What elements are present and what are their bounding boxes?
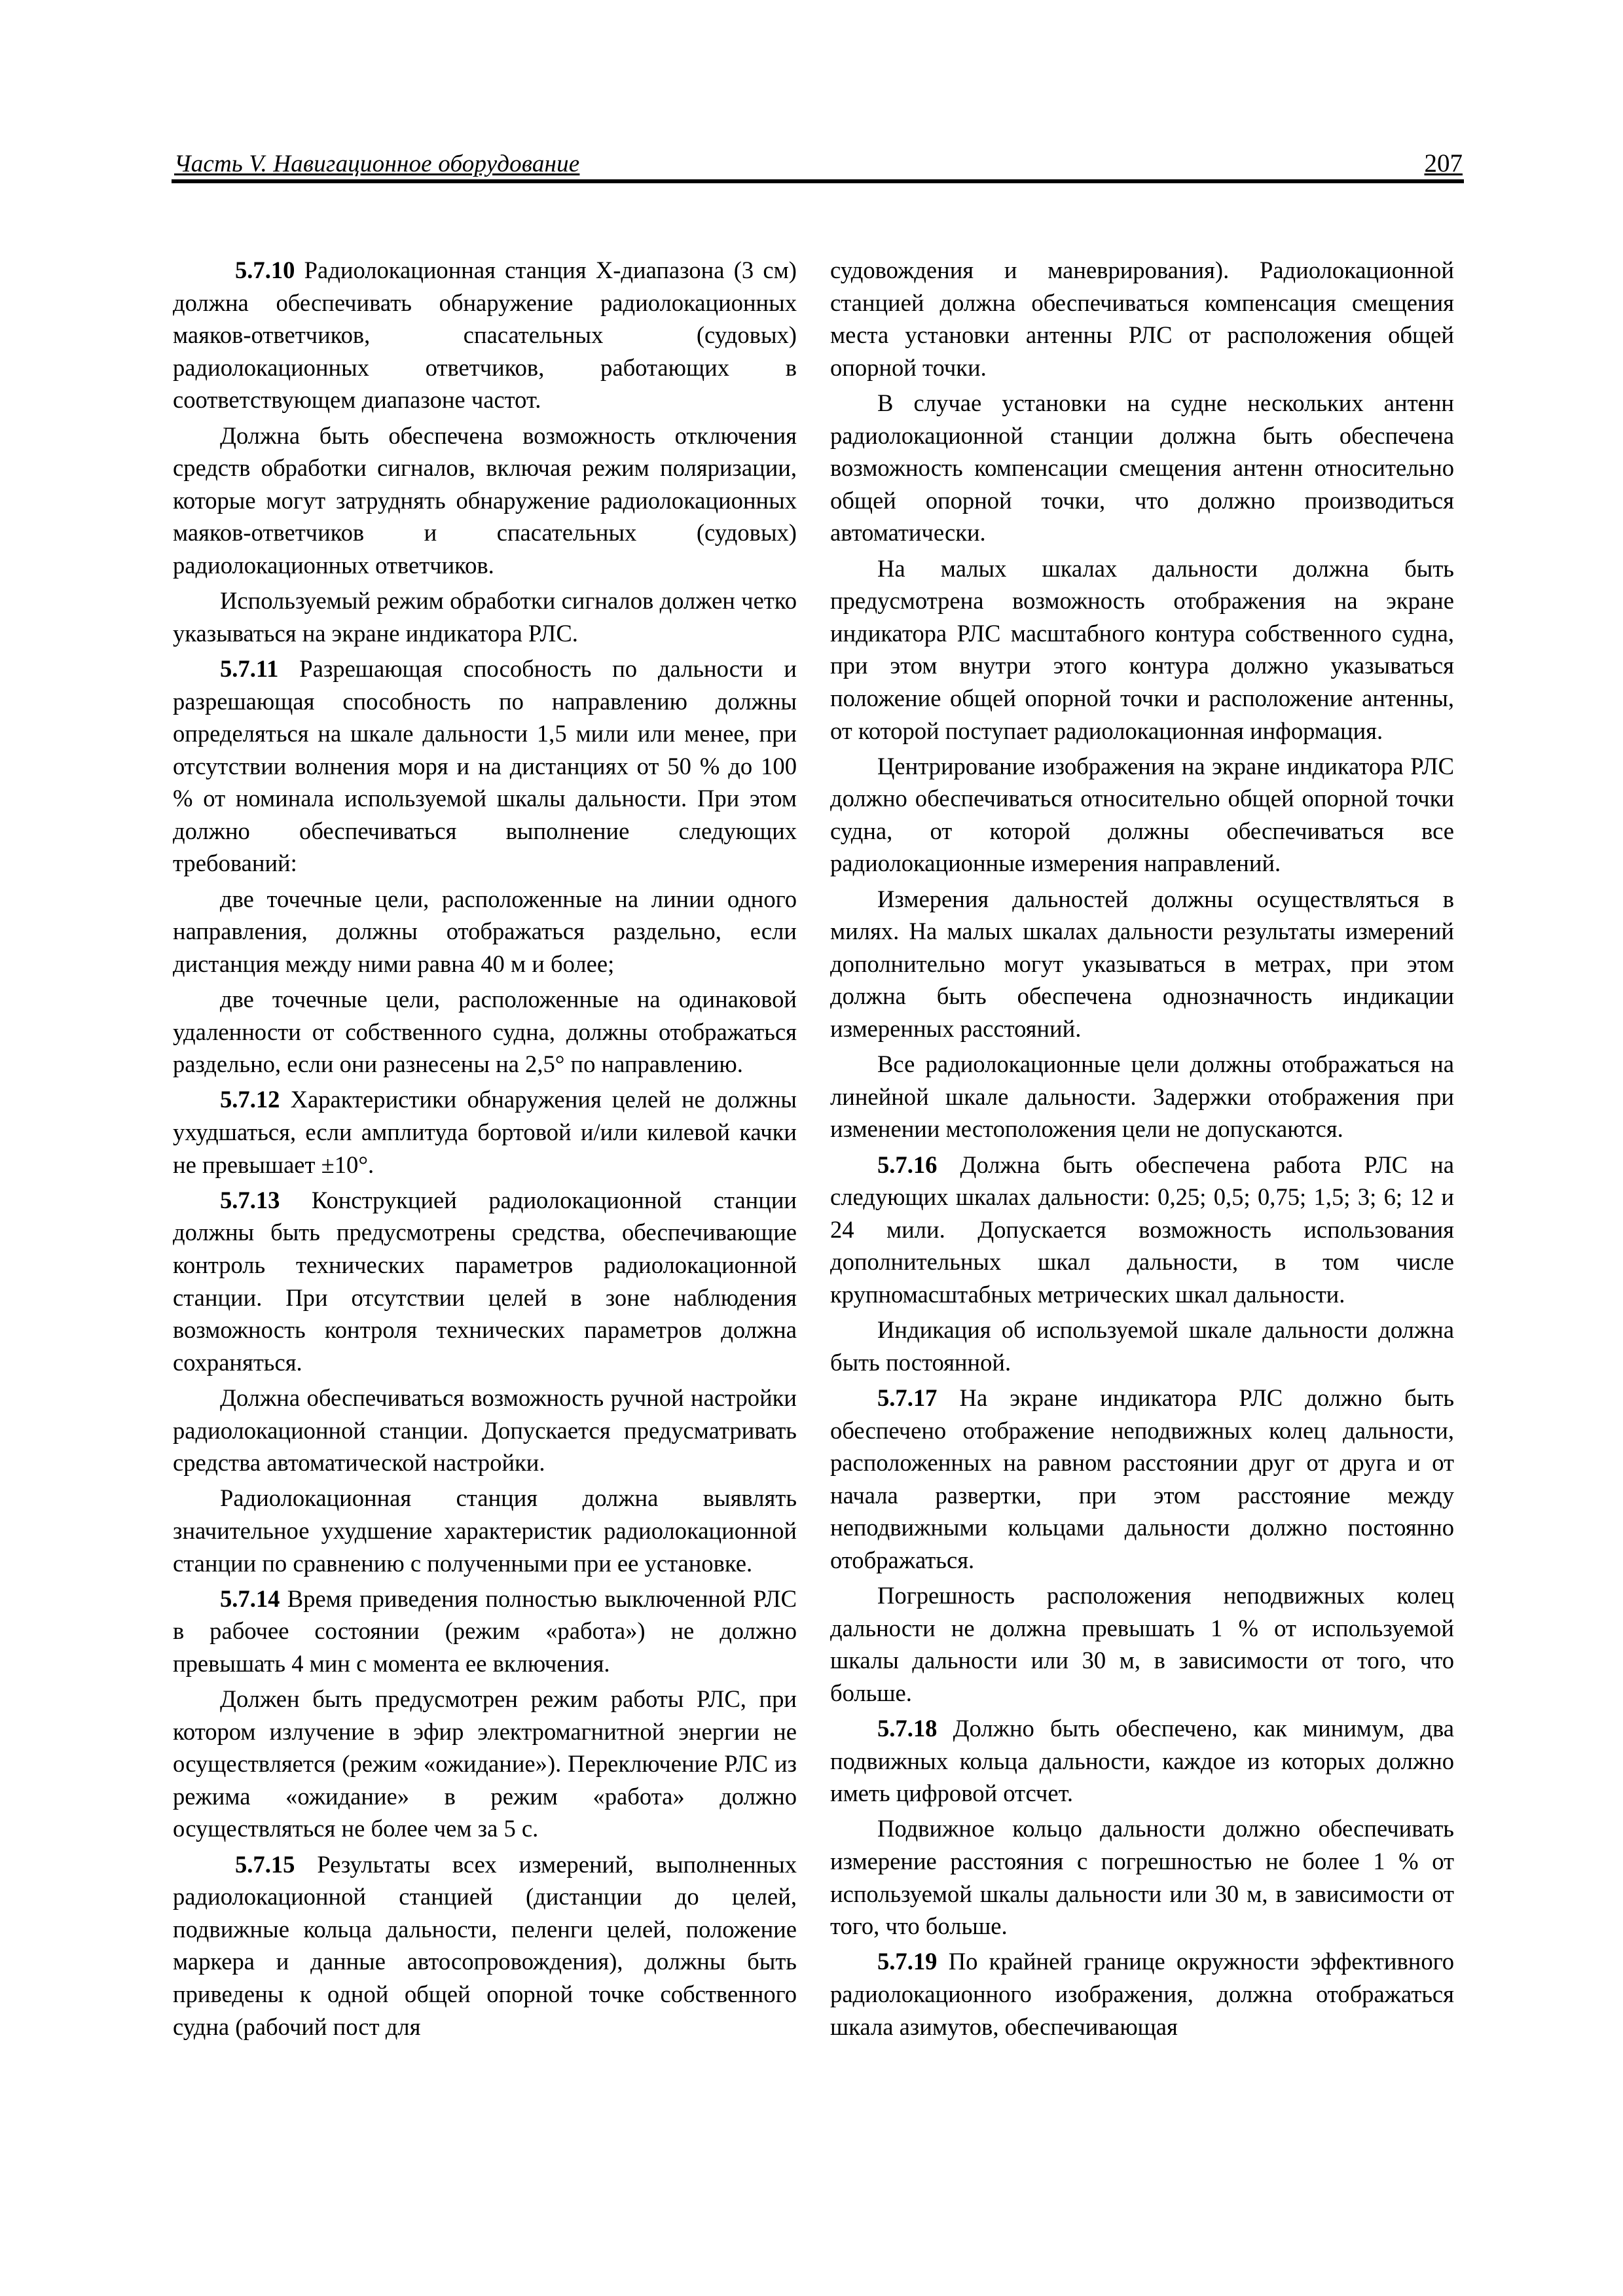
running-title: Часть V. Навигационное оборудование <box>174 151 580 177</box>
paragraph-text: Центрирование изображения на экране индикатора РЛС должно обеспечиваться относительно общей опорной точки судна, от которой должны обеспечиваться все радиолокационные измерения направлений. <box>830 752 1454 877</box>
paragraph <box>173 883 797 980</box>
section-number: 5.7.18 <box>877 1715 938 1742</box>
page-number: 207 <box>1424 149 1463 177</box>
paragraph-text: Измерения дальностей должны осуществляться в милях. На малых шкалах дальности результаты измерений дополнительно могут указываться в метрах, при этом должна быть обеспечена однозначность индикации измеренных расстояний. <box>830 885 1454 1043</box>
paragraph <box>830 1048 1454 1145</box>
paragraph <box>173 1848 797 2043</box>
paragraph-text: Погрешность расположения неподвижных колец дальности не должна превышать 1 % от используемой шкалы дальности или 30 м, в зависимости от того, что больше. <box>830 1582 1454 1706</box>
paragraph-text: Разрешающая способность по дальности и разрешающая способность по направлению должны определяться на шкале дальности 1,5 мили или менее, при отсутствии волнения моря и на дистанциях от 50 % до 100 % от номинала используемой шкалы дальности. При этом должно обеспечиваться выполнение следующих требований: <box>173 655 797 877</box>
paragraph-text: На малых шкалах дальности должна быть предусмотрена возможность отображения на экране индикатора РЛС масштабного контура собственного судна, при этом внутри этого контура должно указываться положение общей опорной точки и расположение антенны, от которой поступает радиолокационная информация. <box>830 554 1454 744</box>
paragraph <box>173 1382 797 1479</box>
section-number: 5.7.19 <box>877 1948 938 1975</box>
paragraph <box>173 420 797 582</box>
paragraph <box>830 1579 1454 1709</box>
paragraph-text: Должна быть обеспечена возможность отключения средств обработки сигналов, включая режим поляризации, которые могут затруднять обнаружение радиолокационных маяков-ответчиков и спасательных (судовых) радиолокационных ответчиков. <box>173 422 797 579</box>
paragraph <box>173 1683 797 1845</box>
paragraph <box>830 1812 1454 1942</box>
paragraph <box>173 1184 797 1379</box>
paragraph-text: Радиолокационная станция Х-диапазона (3 см) должна обеспечивать обнаружение радиолокационных маяков-ответчиков, спасательных (судовых) радиолокационных ответчиков, работающих в соответствующем диапазоне частот. <box>173 257 797 414</box>
paragraph-text: судовождения и маневрирования). Радиолокационной станцией должна обеспечиваться компенсация смещения места установки антенны РЛС от расположения общей опорной точки. <box>830 257 1454 381</box>
section-number: 5.7.15 <box>235 1850 295 1878</box>
paragraph <box>830 883 1454 1045</box>
paragraph-text: Радиолокационная станция должна выявлять значительное ухудшение характеристик радиолокационной станции по сравнению с полученными при ее установке. <box>173 1484 797 1577</box>
paragraph-text: По крайней границе окружности эффективного радиолокационного изображения, должна отображаться шкала азимутов, обеспечивающая <box>830 1948 1454 2040</box>
right-column <box>830 254 1454 2046</box>
paragraph <box>830 1314 1454 1378</box>
paragraph-text: Используемый режим обработки сигналов должен четко указываться на экране индикатора РЛС. <box>173 587 797 647</box>
paragraph-text: Подвижное кольцо дальности должно обеспечивать измерение расстояния с погрешностью не более 1 % от используемой шкалы дальности или 30 м, в зависимости от того, что больше. <box>830 1815 1454 1940</box>
paragraph-text: Время приведения полностью выключенной РЛС в рабочее состоянии (режим «работа») не должно превышать 4 мин с момента ее включения. <box>173 1585 797 1677</box>
paragraph <box>173 254 797 416</box>
paragraph <box>173 1583 797 1680</box>
paragraph <box>830 1712 1454 1810</box>
left-column <box>173 254 797 2046</box>
paragraph-text: В случае установки на судне нескольких антенн радиолокационной станции должна быть обеспечена возможность компенсации смещения антенн относительно общей опорной точки, что должно производиться автоматически. <box>830 389 1454 547</box>
paragraph-text: Результаты всех измерений, выполненных радиолокационной станцией (дистанции до целей, подвижные кольца дальности, пеленги целей, положение маркера и данные автосопровождения), должны быть приведены к одной общей опорной точке собственного судна (рабочий пост для <box>173 1850 797 2040</box>
paragraph-text: Индикация об используемой шкале дальности должна быть постоянной. <box>830 1316 1454 1376</box>
section-number: 5.7.14 <box>220 1585 280 1612</box>
paragraph <box>173 584 797 649</box>
paragraph-text: две точечные цели, расположенные на линии одного направления, должны отображаться раздельно, если дистанция между ними равна 40 м и более; <box>173 885 797 977</box>
paragraph <box>173 653 797 880</box>
paragraph <box>173 1482 797 1579</box>
paragraph <box>830 254 1454 384</box>
paragraph-text: Все радиолокационные цели должны отображаться на линейной шкале дальности. Задержки отображения при изменении местоположения цели не допускаются. <box>830 1050 1454 1143</box>
section-number: 5.7.12 <box>220 1086 280 1113</box>
section-number: 5.7.17 <box>877 1384 938 1411</box>
paragraph <box>173 1083 797 1181</box>
paragraph-text: Должна обеспечиваться возможность ручной настройки радиолокационной станции. Допускается предусматривать средства автоматической настройки. <box>173 1384 797 1477</box>
section-number: 5.7.16 <box>877 1151 938 1178</box>
paragraph-text: На экране индикатора РЛС должно быть обеспечено отображение неподвижных колец дальности, расположенных на равном расстоянии друг от друга и от начала развертки, при этом расстояние между неподвижными кольцами дальности должно постоянно отображаться. <box>830 1384 1454 1573</box>
paragraph-text: Должен быть предусмотрен режим работы РЛС, при котором излучение в эфир электромагнитной энергии не осуществляется (режим «ожидание»). Переключение РЛС из режима «ожидание» в режим «работа» должно осуществляться не более чем за 5 с. <box>173 1685 797 1842</box>
paragraph-text: две точечные цели, расположенные на одинаковой удаленности от собственного судна, должны отображаться раздельно, если они разнесены на 2,5° по направлению. <box>173 986 797 1078</box>
paragraph <box>830 750 1454 880</box>
paragraph <box>830 552 1454 747</box>
paragraph <box>830 1149 1454 1311</box>
section-number: 5.7.10 <box>235 257 295 283</box>
paragraph-text: Характеристики обнаружения целей не должны ухудшаться, если амплитуда бортовой и/или килевой качки не превышает ±10°. <box>173 1086 797 1178</box>
paragraph-text: Конструкцией радиолокационной станции должны быть предусмотрены средства, обеспечивающие контроль технических параметров радиолокационной станции. При отсутствии целей в зоне наблюдения возможность контроля технических параметров должна сохраняться. <box>173 1186 797 1376</box>
paragraph <box>830 1382 1454 1577</box>
paragraph-text: Должна быть обеспечена работа РЛС на следующих шкалах дальности: 0,25; 0,5; 0,75; 1,5; 3; 6; 12 и 24 мили. Допускается возможность использования дополнительных шкал дальности, в том числе крупномасштабных метрических шкал дальности. <box>830 1151 1454 1308</box>
paragraph <box>830 1945 1454 2043</box>
section-number: 5.7.13 <box>220 1186 280 1213</box>
paragraph <box>830 387 1454 549</box>
section-number: 5.7.11 <box>220 655 279 682</box>
paragraph <box>173 983 797 1081</box>
running-header <box>172 143 1464 183</box>
paragraph-text: Должно быть обеспечено, как минимум, два подвижных кольца дальности, каждое из которых должно иметь цифровой отсчет. <box>830 1715 1454 1807</box>
